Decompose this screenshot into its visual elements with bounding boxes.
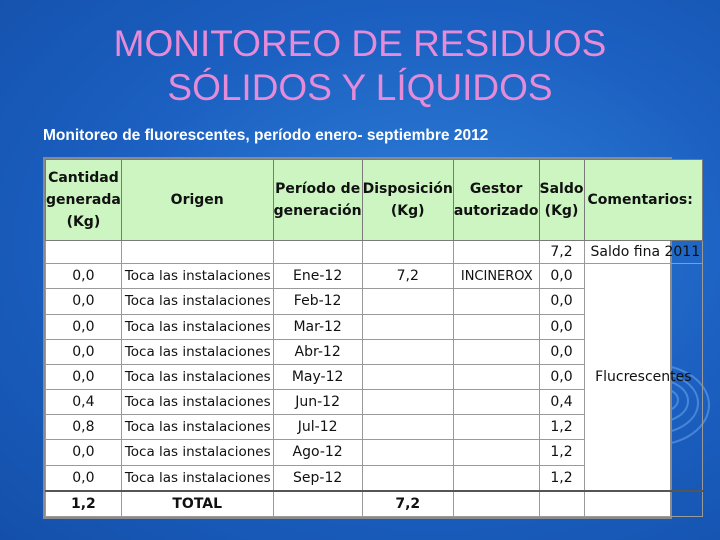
table-subtitle: Monitoreo de fluorescentes, período enero- septiembre 2012 xyxy=(43,127,489,144)
periodo-cell: Jul-12 xyxy=(273,415,362,440)
total-disposicion: 7,2 xyxy=(362,491,453,517)
cantidad-cell: 0,0 xyxy=(46,440,122,465)
gestor-cell xyxy=(453,364,539,389)
title-line-2: SÓLIDOS Y LÍQUIDOS xyxy=(167,67,553,108)
gestor-cell xyxy=(453,415,539,440)
table-row xyxy=(46,264,703,289)
header-cantidad: Cantidad generada (Kg) xyxy=(46,160,122,241)
periodo-cell: Jun-12 xyxy=(273,390,362,415)
cantidad-cell: 0,0 xyxy=(46,465,122,491)
cantidad-cell: 0,0 xyxy=(46,364,122,389)
disposicion-cell xyxy=(362,415,453,440)
saldo-cell: 0,0 xyxy=(539,364,584,389)
disposicion-cell xyxy=(362,390,453,415)
opening-saldo: 7,2 xyxy=(539,241,584,264)
origen-cell: Toca las instalaciones xyxy=(121,440,273,465)
periodo-cell: Abr-12 xyxy=(273,339,362,364)
saldo-cell: 0,0 xyxy=(539,264,584,289)
cantidad-cell: 0,0 xyxy=(46,289,122,314)
header-periodo: Período de generación xyxy=(273,160,362,241)
saldo-cell: 0,0 xyxy=(539,339,584,364)
periodo-cell: Mar-12 xyxy=(273,314,362,339)
header-gestor: Gestor autorizado xyxy=(453,160,539,241)
saldo-cell: 0,0 xyxy=(539,289,584,314)
origen-cell: Toca las instalaciones xyxy=(121,339,273,364)
monitoring-table-frame xyxy=(43,157,701,519)
disposicion-cell xyxy=(362,440,453,465)
total-cantidad: 1,2 xyxy=(46,491,122,517)
header-comentarios: Comentarios: xyxy=(584,160,703,241)
disposicion-cell: 7,2 xyxy=(362,264,453,289)
periodo-cell: Feb-12 xyxy=(273,289,362,314)
cantidad-cell: 0,0 xyxy=(46,339,122,364)
origen-cell: Toca las instalaciones xyxy=(121,264,273,289)
periodo-cell: May-12 xyxy=(273,364,362,389)
saldo-cell: 1,2 xyxy=(539,465,584,491)
origen-cell: Toca las instalaciones xyxy=(121,390,273,415)
periodo-cell: Ago-12 xyxy=(273,440,362,465)
gestor-cell xyxy=(453,440,539,465)
saldo-cell: 1,2 xyxy=(539,440,584,465)
disposicion-cell xyxy=(362,364,453,389)
origen-cell: Toca las instalaciones xyxy=(121,289,273,314)
periodo-cell: Sep-12 xyxy=(273,465,362,491)
opening-balance-row xyxy=(46,241,703,264)
saldo-cell: 1,2 xyxy=(539,415,584,440)
title-line-1: MONITOREO DE RESIDUOS xyxy=(113,23,607,64)
gestor-cell xyxy=(453,314,539,339)
disposicion-cell xyxy=(362,465,453,491)
opening-comentario: Saldo fina 2011 xyxy=(584,241,703,264)
disposicion-cell xyxy=(362,314,453,339)
cantidad-cell: 0,0 xyxy=(46,264,122,289)
gestor-cell xyxy=(453,465,539,491)
cantidad-cell: 0,4 xyxy=(46,390,122,415)
header-disposicion: Disposición (Kg) xyxy=(362,160,453,241)
header-row xyxy=(46,160,703,241)
total-label: TOTAL xyxy=(121,491,273,517)
origen-cell: Toca las instalaciones xyxy=(121,364,273,389)
origen-cell: Toca las instalaciones xyxy=(121,314,273,339)
header-saldo: Saldo (Kg) xyxy=(539,160,584,241)
header-origen: Origen xyxy=(121,160,273,241)
periodo-cell: Ene-12 xyxy=(273,264,362,289)
gestor-cell xyxy=(453,339,539,364)
total-row xyxy=(46,491,703,517)
saldo-cell: 0,4 xyxy=(539,390,584,415)
saldo-cell: 0,0 xyxy=(539,314,584,339)
cantidad-cell: 0,8 xyxy=(46,415,122,440)
gestor-cell xyxy=(453,289,539,314)
page-title xyxy=(0,22,720,110)
origen-cell: Toca las instalaciones xyxy=(121,465,273,491)
gestor-cell xyxy=(453,390,539,415)
gestor-cell: INCINEROX xyxy=(453,264,539,289)
disposicion-cell xyxy=(362,289,453,314)
monitoring-table xyxy=(45,159,703,517)
origen-cell: Toca las instalaciones xyxy=(121,415,273,440)
cantidad-cell: 0,0 xyxy=(46,314,122,339)
disposicion-cell xyxy=(362,339,453,364)
comentario-merged-cell: Flucrescentes xyxy=(584,264,703,491)
